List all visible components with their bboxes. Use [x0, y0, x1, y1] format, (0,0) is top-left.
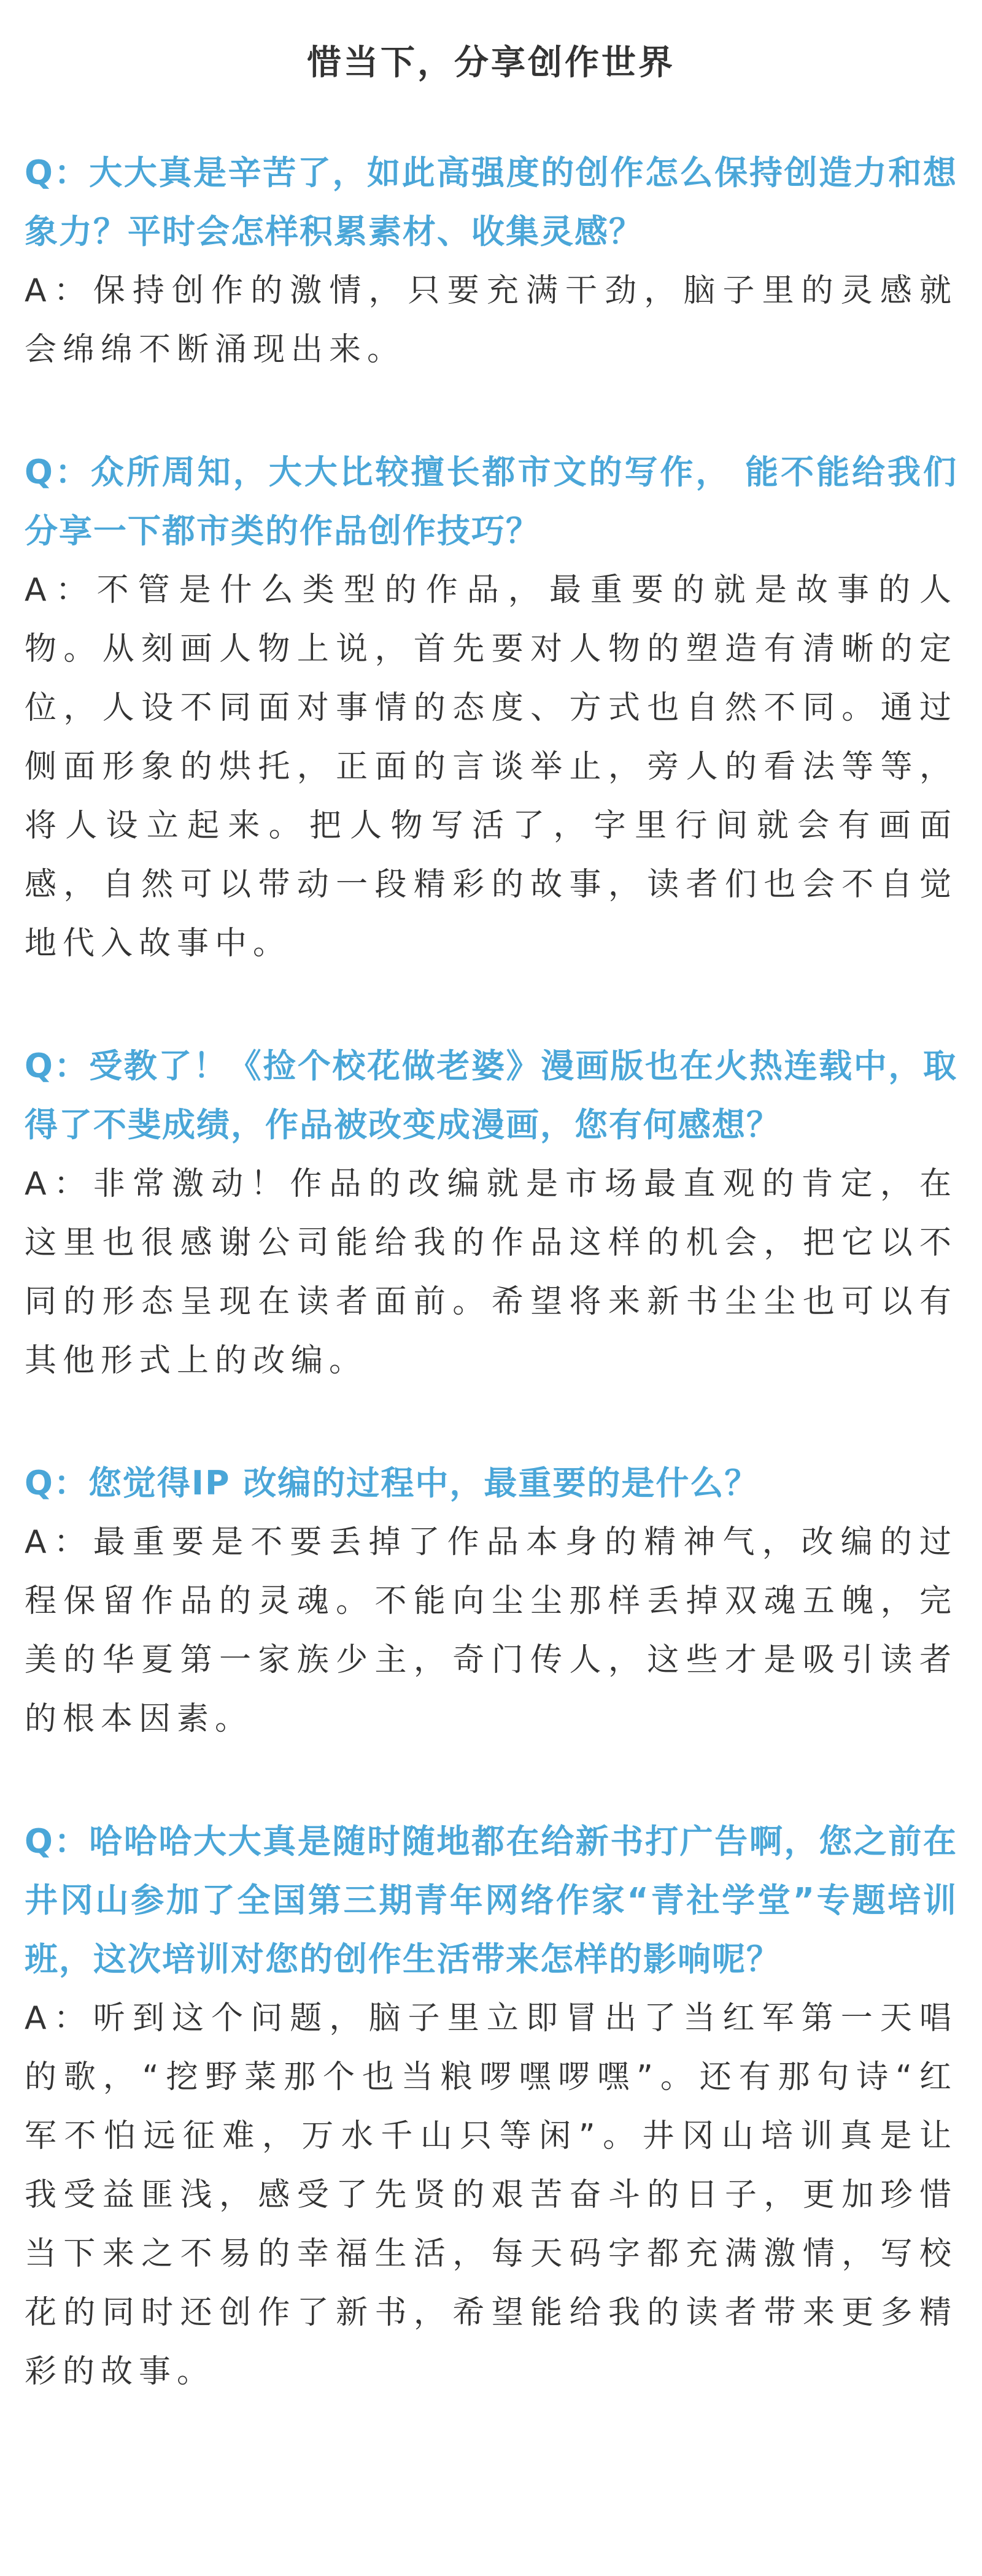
answer-text: A：听到这个问题，脑子里立即冒出了当红军第一天唱的歌，“挖野菜那个也当粮啰嘿啰嘿”。还有那句诗“红军不怕远征难，万水千山只等闲”。井冈山培训真是让我受益匪浅，感受了先贤的艰苦奋斗的日子，更加珍惜当下来之不易的幸福生活，每天码字都充满激情，写校花的同时还创作了新书，希望能给我的读者带来更多精彩的故事。 — [25, 2000, 957, 2390]
qa-block-4 — [25, 1454, 957, 1748]
qa-block-5 — [25, 1812, 957, 2401]
question-text: Q：大大真是辛苦了，如此高强度的创作怎么保持创造力和想象力？平时会怎样积累素材、收集灵感？ — [25, 153, 957, 251]
qa-block-3 — [25, 1037, 957, 1390]
question-text: Q：众所周知，大大比较擅长都市文的写作， 能不能给我们分享一下都市类的作品创作技巧？ — [25, 453, 957, 550]
qa-block-1 — [25, 144, 957, 379]
question-text: Q：受教了！《捡个校花做老婆》漫画版也在火热连载中，取得了不斐成绩，作品被改变成漫画，您有何感想？ — [25, 1047, 957, 1144]
qa-block-2 — [25, 443, 957, 973]
question-text: Q：您觉得IP 改编的过程中，最重要的是什么？ — [25, 1464, 759, 1502]
answer-text: A：保持创作的激情，只要充满干劲，脑子里的灵感就会绵绵不断涌现出来。 — [25, 272, 957, 368]
question-text: Q：哈哈哈大大真是随时随地都在给新书打广告啊，您之前在井冈山参加了全国第三期青年网络作家“青社学堂”专题培训班，这次培训对您的创作生活带来怎样的影响呢？ — [25, 1822, 957, 1978]
answer-text: A：不管是什么类型的作品，最重要的就是故事的人物。从刻画人物上说，首先要对人物的塑造有清晰的定位，人设不同面对事情的态度、方式也自然不同。通过侧面形象的烘托，正面的言谈举止，旁人的看法等等，将人设立起来。把人物写活了，字里行间就会有画面感，自然可以带动一段精彩的故事，读者们也会不自觉地代入故事中。 — [25, 572, 957, 962]
article-title: 惜当下，分享创作世界 — [307, 43, 675, 83]
answer-text: A：最重要是不要丢掉了作品本身的精神气，改编的过程保留作品的灵魂。不能向尘尘那样丢掉双魂五魄，完美的华夏第一家族少主，奇门传人，这些才是吸引读者的根本因素。 — [25, 1524, 957, 1737]
answer-text: A：非常激动！作品的改编就是市场最直观的肯定，在这里也很感谢公司能给我的作品这样的机会，把它以不同的形态呈现在读者面前。希望将来新书尘尘也可以有其他形式上的改编。 — [25, 1166, 957, 1379]
